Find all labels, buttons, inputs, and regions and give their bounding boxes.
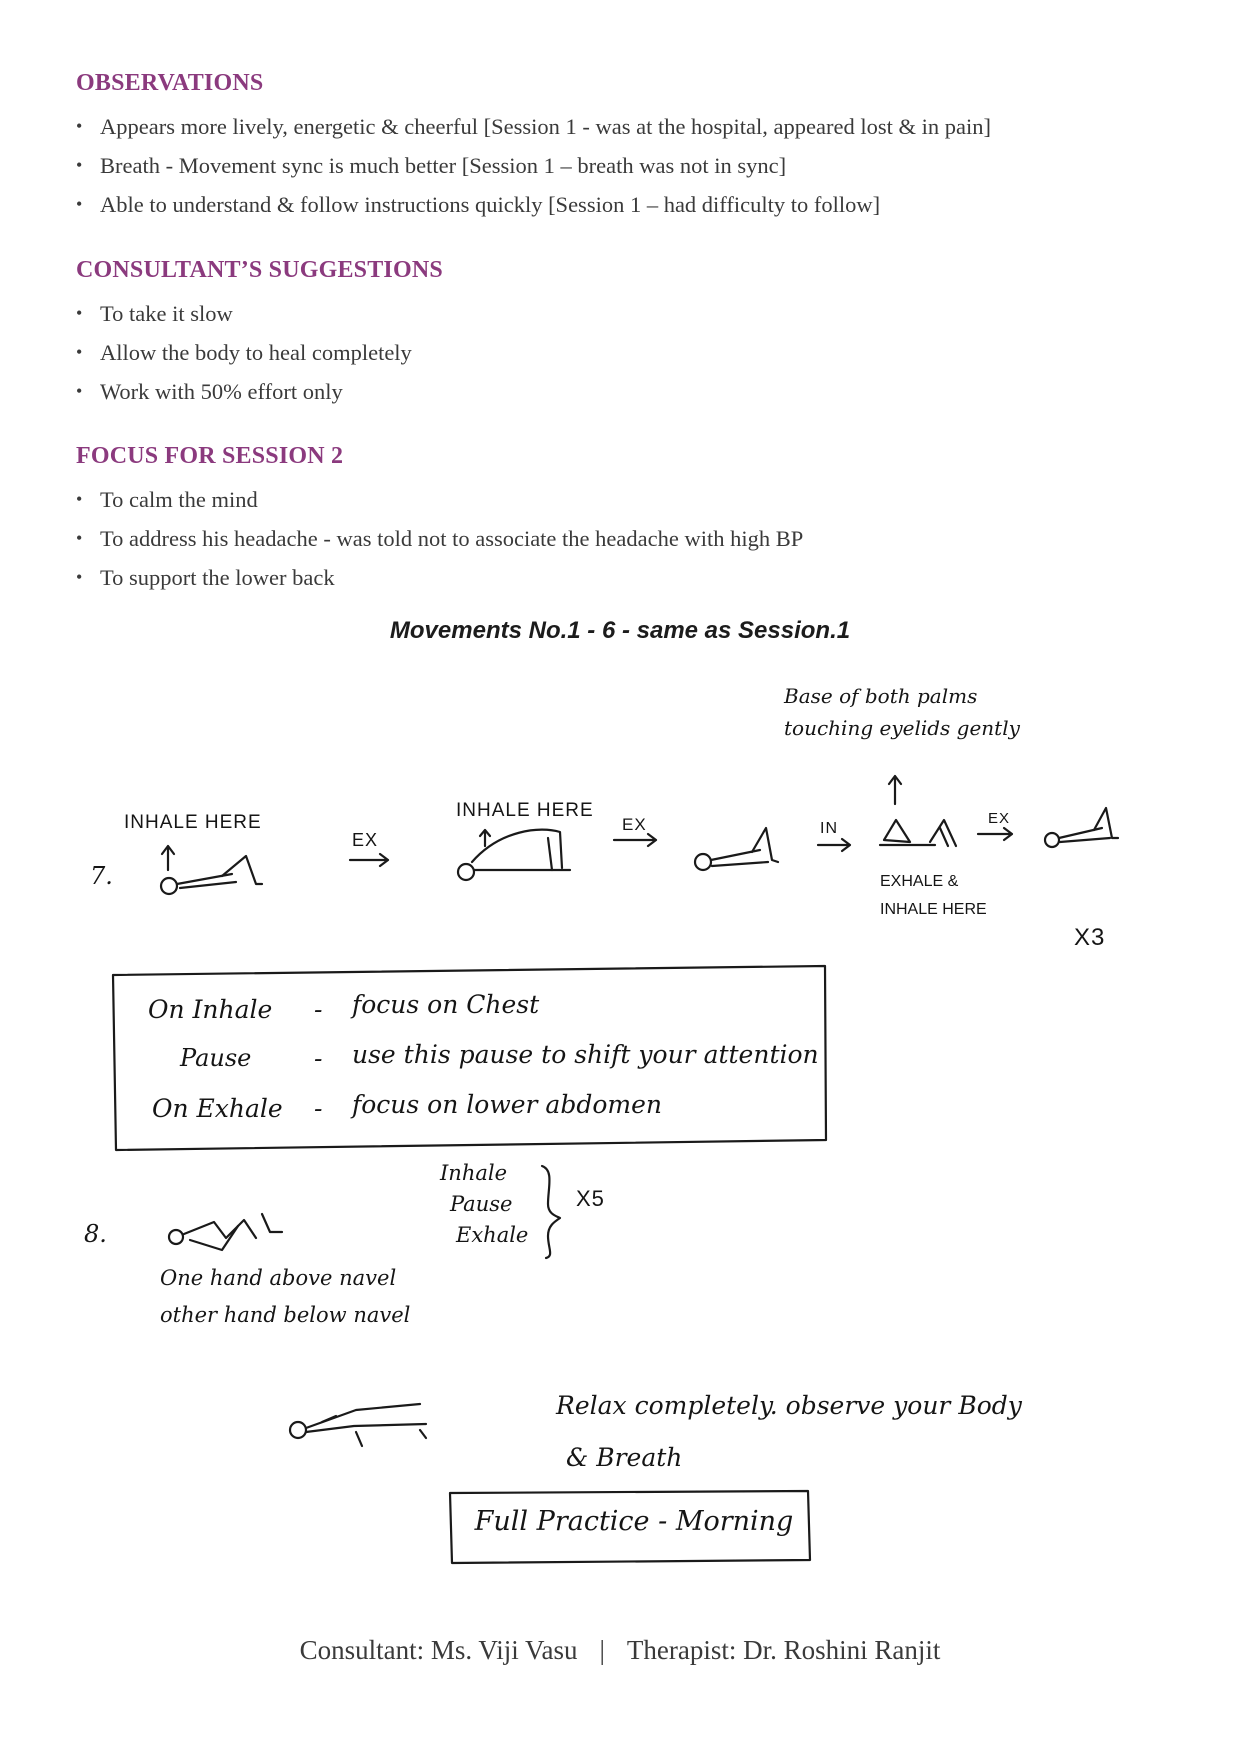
palms-note-line: touching eyelids gently <box>784 716 1020 740</box>
exhale-label: EX <box>622 815 647 834</box>
bullet-icon: • <box>76 303 83 323</box>
observations-heading: OBSERVATIONS <box>76 70 264 96</box>
right-arrow-icon <box>350 854 388 866</box>
exhale-label: EX <box>988 810 1011 827</box>
hands-on-navel-figure-icon <box>169 1214 282 1250</box>
suggestion-text: To take it slow <box>100 301 233 326</box>
palms-note <box>784 680 1020 744</box>
footer-credits <box>0 1635 1240 1666</box>
row-label-inhale: On Inhale <box>148 995 273 1024</box>
row-text-inhale: focus on Chest <box>352 990 540 1019</box>
bullet-icon: • <box>76 194 83 214</box>
cycle-step: Exhale <box>456 1223 529 1247</box>
cycle-step: Pause <box>450 1192 513 1216</box>
palms-note-line: Base of both palms <box>784 684 978 708</box>
bullet-icon: • <box>76 155 83 175</box>
hand-note-line: One hand above navel <box>160 1266 397 1290</box>
focus-text: To support the lower back <box>100 565 335 590</box>
right-arrow-icon <box>614 834 656 846</box>
focus-text: To calm the mind <box>100 487 258 512</box>
step-8-number: 8. <box>84 1220 107 1248</box>
lying-figure-icon <box>161 856 262 894</box>
observation-text: Appears more lively, energetic & cheerful [Session 1 - was at the hospital, appeared lost & in pain] <box>100 114 991 139</box>
row-label-pause: Pause <box>180 1044 252 1072</box>
right-arrow-icon <box>978 828 1012 840</box>
up-arrow-icon <box>889 776 901 804</box>
bullet-icon: • <box>76 342 83 362</box>
breath-cycle <box>440 1158 528 1251</box>
consultant-name: Consultant: Ms. Viji Vasu <box>299 1635 578 1665</box>
bullet-icon: • <box>76 116 83 136</box>
suggestion-text: Work with 50% effort only <box>100 379 343 404</box>
row-text-pause: use this pause to shift your attention <box>352 1040 819 1069</box>
observation-text: Able to understand & follow instructions quickly [Session 1 – had difficulty to follow] <box>100 192 881 217</box>
relax-line: Relax completely. observe your Body <box>556 1391 1022 1420</box>
lying-figure-icon <box>1045 808 1118 847</box>
lying-figure-icon <box>695 828 778 870</box>
focus-text: To address his headache - was told not to associate the headache with high BP <box>100 526 804 551</box>
step-7-number: 7. <box>90 862 113 890</box>
row-dash: - <box>314 1094 323 1123</box>
exhale-inhale-line: INHALE HERE <box>880 901 987 918</box>
movements-title: Movements No.1 - 6 - same as Session.1 <box>389 617 851 644</box>
row-dash: - <box>314 1044 323 1073</box>
brace-icon <box>542 1166 560 1258</box>
row-text-exhale: focus on lower abdomen <box>352 1090 662 1119</box>
lying-figure-raised-icon <box>458 830 570 880</box>
repeat-count: X3 <box>1074 924 1106 951</box>
focus-heading: FOCUS FOR SESSION 2 <box>76 443 344 469</box>
right-arrow-icon <box>818 839 850 851</box>
relax-line: & Breath <box>566 1443 683 1472</box>
bullet-icon: • <box>76 528 83 548</box>
exhale-inhale-note <box>880 868 987 924</box>
row-label-exhale: On Exhale <box>152 1094 283 1123</box>
inhale-here-label: INHALE HERE <box>124 812 262 833</box>
relax-note <box>556 1380 1022 1484</box>
hand-position-note <box>160 1260 410 1334</box>
inhale-here-label: INHALE HERE <box>456 800 594 821</box>
exhale-label: EX <box>352 830 379 850</box>
row-dash: - <box>314 995 323 1024</box>
therapist-name: Therapist: Dr. Roshini Ranjit <box>626 1635 941 1665</box>
suggestion-text: Allow the body to heal completely <box>100 340 412 365</box>
repeat-count: X5 <box>576 1186 605 1211</box>
bullet-icon: • <box>76 381 83 401</box>
observation-text: Breath - Movement sync is much better [Session 1 – breath was not in sync] <box>100 153 787 178</box>
relaxation-figure-icon <box>290 1404 426 1446</box>
cycle-step: Inhale <box>440 1161 508 1185</box>
up-arrow-icon <box>480 830 490 846</box>
bullet-icon: • <box>76 489 83 509</box>
inhale-label: IN <box>820 820 838 837</box>
suggestions-heading: CONSULTANT’S SUGGESTIONS <box>76 257 443 283</box>
practice-label: Full Practice - Morning <box>474 1506 794 1537</box>
up-arrow-icon <box>162 846 174 870</box>
footer-separator: | <box>599 1635 605 1665</box>
exhale-inhale-line: EXHALE & <box>880 873 959 890</box>
hand-note-line: other hand below navel <box>160 1303 411 1327</box>
palming-figure-icon <box>880 820 956 846</box>
bullet-icon: • <box>76 567 83 587</box>
